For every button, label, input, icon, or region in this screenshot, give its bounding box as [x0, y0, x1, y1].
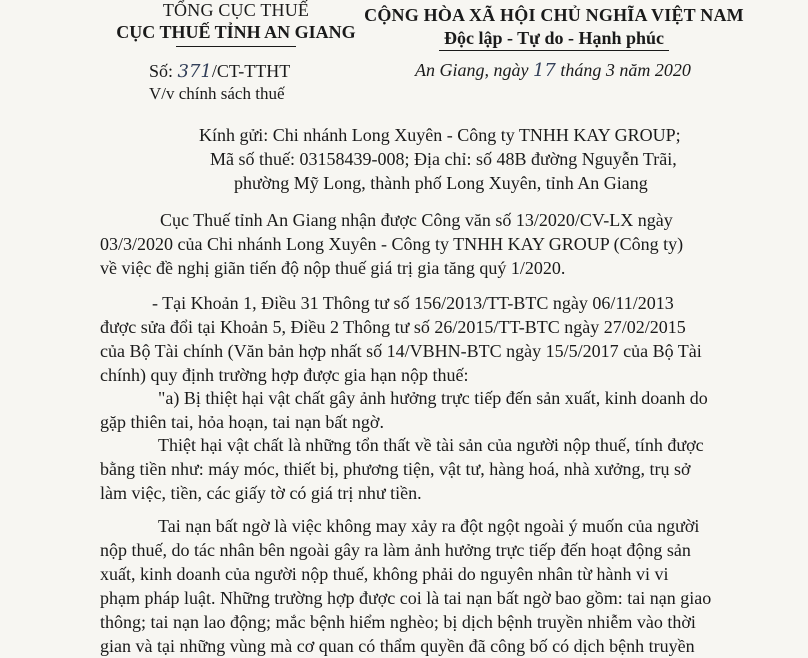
recipient-line: Kính gửi: Chi nhánh Long Xuyên - Công ty TNHH KAY GROUP;	[199, 125, 681, 145]
paragraph-quote-a	[100, 386, 740, 434]
recipient-line: phường Mỹ Long, thành phố Long Xuyên, tỉnh An Giang	[234, 173, 648, 193]
nation-title: CỘNG HÒA XÃ HỘI CHỦ NGHĨA VIỆT NAM	[364, 5, 744, 25]
text-line: xuất, kinh doanh của người nộp thuế, không phải do nguyên nhân từ hành vi vi	[100, 564, 669, 584]
department-name: CỤC THUẾ TỈNH AN GIANG	[116, 22, 356, 42]
paragraph-intro	[100, 208, 740, 280]
text-line: 03/3/2020 của Chi nhánh Long Xuyên - Công ty TNHH KAY GROUP (Công ty)	[100, 234, 684, 254]
text-line: Thiệt hại vật chất là những tổn thất về tài sản của người nộp thuế, tính được	[158, 435, 704, 455]
text-line: của Bộ Tài chính (Văn bản hợp nhất số 14/VBHN-BTC ngày 15/5/2017 của Bộ Tài	[100, 341, 702, 361]
doc-number-handwritten: 371	[177, 61, 212, 82]
text-line: chính) quy định trường hợp được gia hạn nộp thuế:	[100, 365, 469, 385]
department-underline	[176, 46, 296, 47]
place-date-prefix: An Giang, ngày	[415, 60, 529, 80]
paragraph-legal-basis	[100, 291, 740, 387]
text-line: về việc đề nghị giãn tiến độ nộp thuế giá trị gia tăng quý 1/2020.	[100, 258, 566, 278]
text-line: thông; tai nạn lao động; mắc bệnh hiểm nghèo; bị dịch bệnh truyền nhiễm vào thời	[100, 612, 696, 632]
text-line: Tai nạn bất ngờ là việc không may xảy ra đột ngột ngoài ý muốn của người	[158, 516, 700, 536]
doc-number-suffix: /CT-TTHT	[211, 61, 291, 81]
motto-underline	[439, 50, 669, 51]
text-line: "a) Bị thiệt hại vật chất gây ảnh hưởng trực tiếp đến sản xuất, kinh doanh do	[158, 388, 708, 408]
text-line: gian và tại những vùng mà cơ quan có thẩm quyền đã công bố có dịch bệnh truyền	[100, 636, 695, 656]
document-number	[149, 60, 290, 83]
document-subject: V/v chính sách thuế	[149, 84, 285, 103]
national-heading	[360, 4, 748, 51]
text-line: phạm pháp luật. Những trường hợp được coi là tai nạn bất ngờ bao gồm: tai nạn giao	[100, 588, 712, 608]
text-line: được sửa đổi tại Khoản 5, Điều 2 Thông tư số 26/2015/TT-BTC ngày 27/02/2015	[100, 317, 686, 337]
text-line: gặp thiên tai, hỏa hoạn, tai nạn bất ngờ.	[100, 412, 384, 432]
text-line: làm việc, tiền, các giấy tờ có giá trị như tiền.	[100, 483, 422, 503]
text-line: - Tại Khoản 1, Điều 31 Thông tư số 156/2013/TT-BTC ngày 06/11/2013	[152, 293, 674, 313]
text-line: nộp thuế, do tác nhân bên ngoài gây ra làm ảnh hưởng trực tiếp đến hoạt động sản	[100, 540, 691, 560]
paragraph-accident	[100, 514, 740, 658]
text-line: Cục Thuế tỉnh An Giang nhận được Công văn số 13/2020/CV-LX ngày	[160, 210, 673, 230]
paragraph-material-damage	[100, 433, 740, 505]
issuer-block	[96, 0, 376, 47]
recipient-block	[0, 123, 808, 195]
doc-number-prefix: Số:	[149, 61, 174, 81]
agency-name: TỔNG CỤC THUẾ	[162, 0, 310, 20]
place-date-suffix: tháng 3 năm 2020	[560, 60, 691, 80]
text-line: bằng tiền như: máy móc, thiết bị, phương tiện, vật tư, hàng hoá, nhà xưởng, trụ sở	[100, 459, 691, 479]
place-date	[415, 58, 691, 83]
national-motto: Độc lập - Tự do - Hạnh phúc	[443, 28, 665, 48]
date-day-handwritten: 17	[532, 60, 556, 81]
recipient-line: Mã số thuế: 03158439-008; Địa chỉ: số 48B đường Nguyễn Trãi,	[210, 149, 677, 169]
